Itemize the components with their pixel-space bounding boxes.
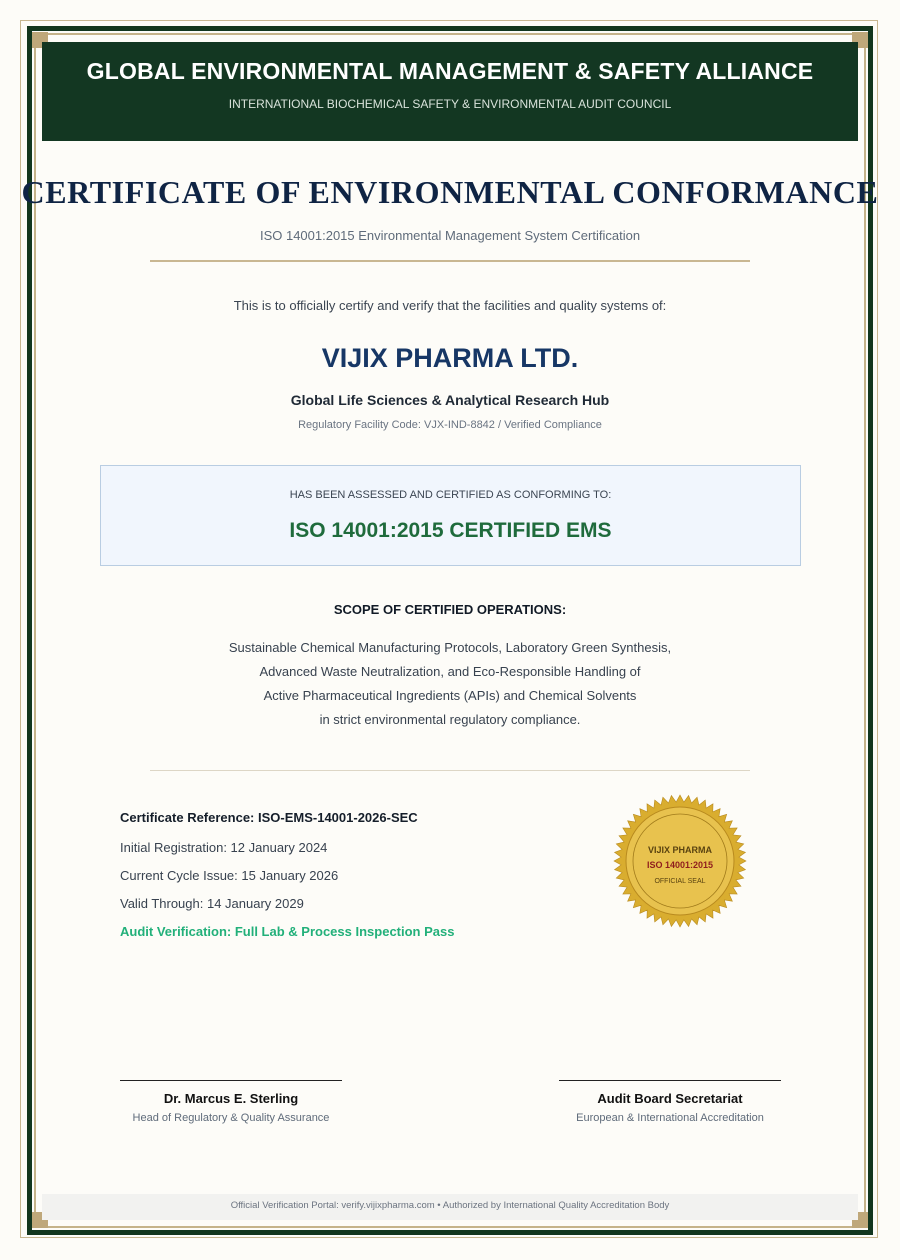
scope-line: Active Pharmaceutical Ingredients (APIs) and Chemical Solvents (263, 688, 637, 703)
scope-line: in strict environmental regulatory compliance. (319, 712, 581, 727)
company-name: VIJIX PHARMA LTD. (321, 343, 579, 373)
scope-line: Sustainable Chemical Manufacturing Protocols, Laboratory Green Synthesis, (228, 640, 672, 655)
certify-statement: This is to officially certify and verify that the facilities and quality systems of: (233, 298, 667, 313)
signatory-name: Dr. Marcus E. Sterling (163, 1091, 299, 1106)
scope-text (0, 636, 900, 732)
certificate-header (42, 42, 858, 141)
verification-footer: Official Verification Portal: verify.vijixpharma.com • Authorized by International Quality Accreditation Body (42, 1194, 858, 1220)
valid-through-date: Valid Through: 14 January 2029 (120, 896, 304, 911)
certificate-reference: Certificate Reference: ISO-EMS-14001-2026-SEC (120, 810, 418, 825)
scope-line: Advanced Waste Neutralization, and Eco-Responsible Handling of (259, 664, 641, 679)
council-name: INTERNATIONAL BIOCHEMICAL SAFETY & ENVIRONMENTAL AUDIT COUNCIL (228, 97, 672, 111)
title-divider (150, 260, 750, 262)
organization-name: GLOBAL ENVIRONMENTAL MANAGEMENT & SAFETY ALLIANCE (86, 58, 814, 84)
signature-block-right (559, 1080, 781, 1124)
facility-code: Regulatory Facility Code: VJX-IND-8842 / Verified Compliance (298, 419, 602, 431)
certified-standard: ISO 14001:2015 CERTIFIED EMS (289, 519, 612, 542)
signatory-role: European & International Accreditation (576, 1112, 764, 1124)
seal-line-1: VIJIX PHARMA (647, 845, 713, 855)
signatory-name: Audit Board Secretariat (597, 1091, 743, 1106)
audit-verification: Audit Verification: Full Lab & Process Inspection Pass (120, 924, 455, 939)
official-seal-icon (613, 794, 747, 928)
seal-line-3: OFFICIAL SEAL (654, 878, 706, 885)
assessed-text: HAS BEEN ASSESSED AND CERTIFIED AS CONFORMING TO: (289, 489, 612, 501)
cycle-issue-date: Current Cycle Issue: 15 January 2026 (120, 868, 339, 883)
section-divider (150, 770, 750, 771)
initial-registration: Initial Registration: 12 January 2024 (120, 840, 328, 855)
company-hub: Global Life Sciences & Analytical Research Hub (290, 392, 610, 408)
conformance-box (100, 465, 801, 566)
certificate-subtitle: ISO 14001:2015 Environmental Management System Certification (259, 228, 641, 243)
signatory-role: Head of Regulatory & Quality Assurance (132, 1112, 330, 1124)
seal-line-2: ISO 14001:2015 (646, 860, 714, 870)
gold-border (34, 33, 866, 1228)
signature-block-left (120, 1080, 342, 1124)
scope-heading: SCOPE OF CERTIFIED OPERATIONS: (333, 602, 567, 617)
certificate-title: CERTIFICATE OF ENVIRONMENTAL CONFORMANCE (21, 174, 879, 210)
